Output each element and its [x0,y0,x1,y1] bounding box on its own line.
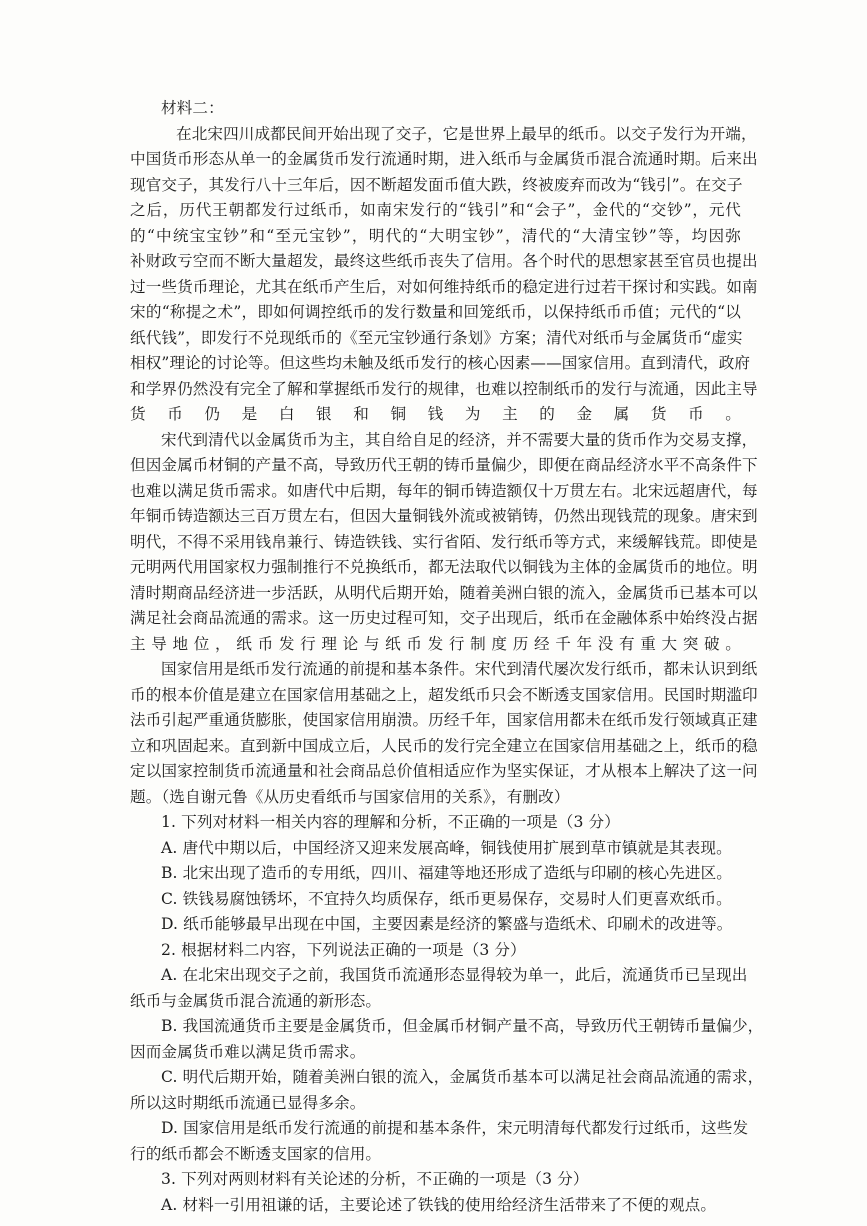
text-line: C. 明代后期开始，随着美洲白银的流入，金属货币基本可以满足社会商品流通的需求， [161,1068,764,1086]
text-line: 定以国家控制货币流通量和社会商品总价值相适应作为坚实保证，才从根本上解决了这一问 [130,762,758,780]
text-line: 币的根本价值是建立在国家信用基础之上，超发纸币只会不断透支国家信用。民国时期滥印 [130,685,758,704]
text-line: B. 我国流通货币主要是金属货币，但金属币材铜产量不高，导致历代王朝铸币量偏少， [161,1017,764,1035]
text-line: 2. 根据材料二内容，下列说法正确的一项是（3 分） [161,940,526,959]
text-line: 纸代钱”，即发行不兑现纸币的《至元宝钞通行条划》方案；清代对纸币与金属货币“虚实 [130,328,743,347]
text-line: 之后，历代王朝都发行过纸币，如南宋发行的“钱引”和“会子”，金代的“交钞”，元代 [130,201,741,219]
text-line: 但因金属币材铜的产量不高，导致历代王朝的铸币量偏少，即便在商品经济水平不高条件下 [130,456,758,474]
text-line: 明代，不得不采用钱帛兼行、铸造铁钱、实行省陌、发行纸币等方式，来缓解钱荒。即使是 [130,532,758,551]
text-line: C. 铁钱易腐蚀锈坏，不宜持久均质保存，纸币更易保存，交易时人们更喜欢纸币。 [161,889,732,908]
text-line: D. 国家信用是纸币发行流通的前提和基本条件，宋元明清每代都发行过纸币，这些发 [161,1119,749,1137]
text-line: 也难以满足货币需求。如唐代中后期，每年的铜币铸造额仅十万贯左右。北宋远超唐代，每 [130,481,758,500]
text-line: 法币引起严重通货膨胀，使国家信用崩溃。历经千年，国家信用都未在纸币发行领域真正建 [130,711,758,729]
text-line: 纸币与金属货币混合流通的新形态。 [130,991,382,1010]
text-line: 国家信用是纸币发行流通的前提和基本条件。宋代到清代屡次发行纸币，都未认识到纸 [161,660,758,678]
text-line: 立和巩固起来。直到新中国成立后，人民币的发行完全建立在国家信用基础之上，纸币的稳 [130,736,758,755]
text-line: 宋代到清代以金属货币为主，其自给自足的经济，并不需要大量的货币作为交易支撑， [161,430,758,449]
section-heading: 材料二： [161,99,224,117]
text-line: 满足社会商品流通的需求。这一历史过程可知，交子出现后，纸币在金融体系中始终没占据 [130,609,758,627]
text-line: 主导地位，纸币发行理论与纸币发行制度历经千年没有重大突破。 [130,634,741,653]
text-line: 3. 下列对两则材料有关论述的分析，不正确的一项是（3 分） [161,1170,589,1188]
text-line: 元明两代用国家权力强制推行不兑换纸币，都无法取代以铜钱为主体的金属货币的地位。明 [130,558,758,576]
document-body [130,122,764,1219]
text-line: 所以这时期纸币流通已显得多余。 [130,1093,366,1112]
text-line: 清时期商品经济进一步活跃，从明代后期开始，随着美洲白银的流入，金属货币已基本可以 [130,583,758,602]
text-line: A. 材料一引用祖谦的话，主要论述了铁钱的使用给经济生活带来了不便的观点。 [161,1195,717,1214]
text-line: 相权”理论的讨论等。但这些均未触及纸币发行的核心因素——国家信用。直到清代，政府 [130,354,751,372]
text-line: 因而金属货币难以满足货币需求。 [130,1042,366,1061]
text-line: D. 纸币能够最早出现在中国，主要因素是经济的繁盛与造纸术、印刷术的改进等。 [161,915,733,933]
text-line: 行的纸币都会不断透支国家的信用。 [130,1144,382,1163]
text-line: A. 在北宋出现交子之前，我国货币流通形态显得较为单一，此后，流通货币已呈现出 [161,966,748,984]
text-line: 补财政亏空而不断大量超发，最终这些纸币丧失了信用。各个时代的思想家甚至官员也提出 [130,252,758,270]
text-line: 现官交子，其发行八十三年后，因不断超发面币值大跌，终被废弃而改为“钱引”。在交子 [130,175,743,194]
text-line: 年铜币铸造额达三百万贯左右，但因大量铜钱外流或被销铸，仍然出现钱荒的现象。唐宋到 [130,507,758,525]
text-line: 宋的“称提之术”，即如何调控纸币的发行数量和回笼纸币，以保持纸币币值；元代的“以 [130,303,741,321]
text-line: 的“中统宝宝钞”和“至元宝钞”，明代的“大明宝钞”，清代的“大清宝钞”等，均因弥 [130,226,741,245]
text-line: A. 唐代中期以后，中国经济又迎来发展高峰，铜钱使用扩展到草市镇就是其表现。 [161,838,732,857]
text-line: 题。（选自谢元鲁《从历史看纸币与国家信用的关系》，有删改） [130,787,570,806]
text-line: 在北宋四川成都民间开始出现了交子，它是世界上最早的纸币。以交子发行为开端， [176,124,757,143]
text-line: 和学界仍然没有完全了解和掌握纸币发行的规律，也难以控制纸币的发行与流通，因此主导 [130,379,758,398]
text-line: 中国货币形态从单一的金属货币发行流通时期，进入纸币与金属货币混合流通时期。后来出 [130,150,758,168]
text-line: 1. 下列对材料一相关内容的理解和分析，不正确的一项是（3 分） [161,813,620,831]
text-line: 货币仍是白银和铜钱为主的金属货币。 [130,405,741,423]
text-line: 过一些货币理论，尤其在纸币产生后，对如何维持纸币的稳定进行过若干探讨和实践。如南 [130,277,758,296]
text-line: B. 北宋出现了造币的专用纸，四川、福建等地还形成了造纸与印刷的核心先进区。 [161,864,732,882]
